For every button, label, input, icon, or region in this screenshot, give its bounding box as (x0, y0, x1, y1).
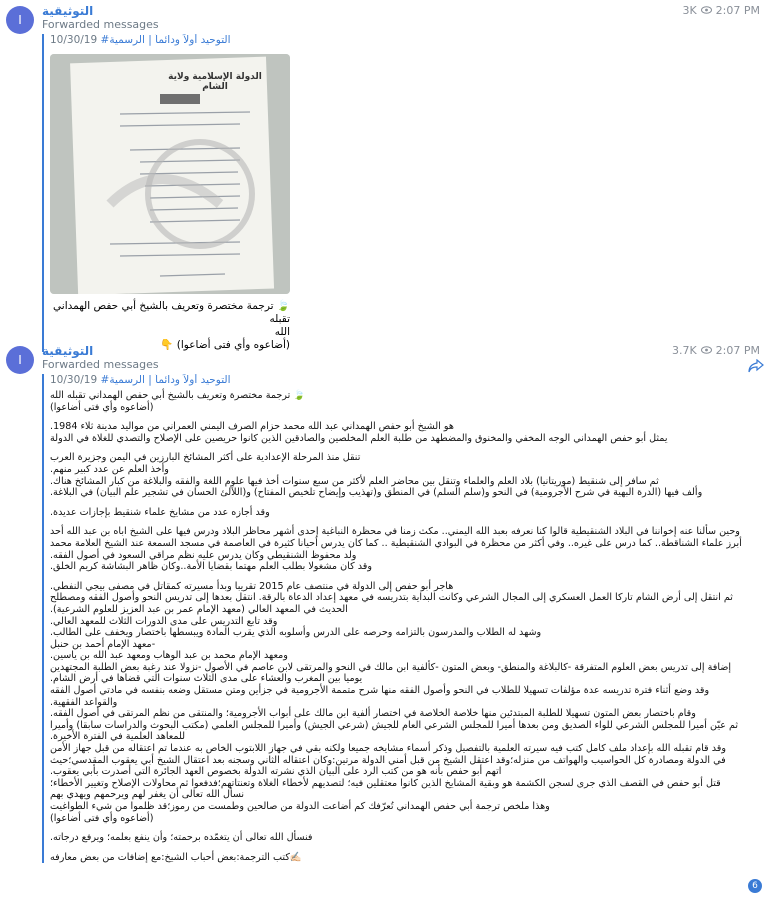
quote-date: 10/30/19 (50, 34, 98, 46)
caption-line: 🍃 ترجمة مختصرة وتعريف بالشيخ أبي حفص الهمداني تقبله (53, 300, 290, 325)
text-line: وهذا ملخص ترجمة أبي حفص الهمداني تُعرّفك كم أضاعت الدولة من صالحين وطمست من رموز؛قد ظلموا من شيء الطواغيت (50, 801, 550, 812)
text-line: تنقل منذ المرحلة الإعدادية على أكثر المشائخ البارزين في اليمن وجزيرة العرب (50, 452, 361, 464)
view-count: 3K (682, 4, 697, 17)
text-line: ولد محفوظ الشنقيطي وكان يدرس عليه نظم مراقي السعود في أصول الفقه. (50, 549, 357, 561)
paragraph-gap (50, 824, 750, 832)
message-meta (682, 4, 760, 17)
text-line: وألف فيها (الدرة البهية في شرح الأجرومية) في النحو و(سلم السلم) في المنطق و(تهذيب وإيضاح تلخيص المفتاح) و(اللآلئ الحسان في تشجير علم البيان) في البلاغة. (50, 487, 703, 499)
quote-channel[interactable]: #التوحيد أولاً ودائماً | الرسمية (100, 374, 231, 386)
unread-badge[interactable]: 6 (748, 879, 762, 893)
text-line: للمعاهد العلمية في الفترة الأخيرة. (50, 731, 186, 743)
caption-line: (أضاعوه وأي فتى أضاعوا) 👇 (160, 339, 290, 351)
text-line: (أضاعوه وأي فتى أضاعوا) (50, 401, 154, 413)
message-text (50, 390, 750, 863)
text-line: وقد قام تقبله الله بإعداد ملف كامل كتب فيه سيرته العلمية بالتفصيل وذكر أسماء مشايخه جميعا ولكنه بقي في جهاز اللابتوب الخاص به عندما تم اعتقاله من قبل جهاز الأمن (50, 743, 726, 755)
text-line: يمثل أبو حفص الهمداني الوجه المخفي والمخنوق والمضطهد من طلبة العلم المخلصين والصادقين الذين كانوا حريصين على الإصلاح والتصدي للغلاة في الدولة (50, 432, 668, 444)
text-line: أبرز علماء الشناقطة.. كما درس على غيره.. وفي أكثر من محظرة في البوادي الشنقيطية .. كما كان يدرس أحيانا كثيرة في العاصمة في مسجد السمعة عند الشيخ العلامة محمد (50, 537, 742, 549)
text-line: يوميا بين المغرب والعشاء على مدى الثلاث سنوات التي قضاها في أرض الشام. (50, 673, 363, 685)
message-time: 2:07 PM (715, 344, 760, 357)
text-line: قتل أبو حفص في القصف الذي جرى لسجن الكشمة هو وبقية المشايخ الذين كانوا معتقلين فيه؛ لتصديهم لأخطاء الغلاة وتعنتاتهم؛فدفعوا ثم محاولات الإصلاح وتغيير الأخطاء؛ (50, 777, 721, 789)
text-line: ثم سافر إلى شنقيط (موريتانيا) بلاد العلم والعلماء وتنقل بين محاضر العلم لأكثر من سبع سنوات أخذ فيها علوم اللغة والفقه والبلاغة من كبار المشائخ هناك. (50, 475, 659, 487)
text-line: هو الشيخ أبو حفص الهمداني عبد الله محمد حزام الصرف اليمني العمراني من مواليد مدينة ثلاء 1984. (50, 421, 454, 433)
document-header-text: الدولة الإسلامية ولاية الشام (168, 72, 262, 92)
quote-header[interactable] (50, 34, 748, 48)
paragraph-gap (50, 413, 750, 421)
caption-line: الله (274, 326, 290, 338)
text-line: (أضاعوه وأي فتى أضاعوا) (50, 812, 154, 824)
text-line: في الدولة ومصادرة كل الحواسيب والهواتف من منزله؛وقد اعتقل الشيخ من قبل أمني الدولة مرتين:وكان اعتقاله الثاني وسجنه بعد اعتقال الشيخ أبي يعقوب المقدسي؛حيث (50, 754, 726, 766)
text-line: ثم عيّن أميرا للمجلس الشرعي للواء الصديق ومن بعدها أميرا للمجلس الشرعي العام للجيش (شرعي الجيش) وأميرا للمجلس العلمي (مكتب البحوث والدراسات سابقا) وأميرا (50, 719, 739, 731)
text-line: فنسأل الله تعالى أن يتغمّده برحمته؛ وأن ينفع بعلمه؛ ويرفع درجاته. (50, 832, 313, 844)
message-meta (672, 344, 760, 357)
text-line: وحين سألنا عنه إخواننا في البلاد الشنقيطية قالوا كنا نعرفه بعبد الله اليمني.. مكث زمنا في محظرة النباغية إحدى أشهر محاظر البلاد ودرس فيها على الشيخ اباه بن عبد الله أحد (50, 526, 740, 538)
avatar[interactable]: I (6, 6, 34, 34)
text-line: -معهد الإمام أحمد بن حنبل (50, 638, 156, 650)
quote-channel[interactable]: #التوحيد أولاً ودائماً | الرسمية (100, 34, 231, 46)
forwarded-label: Forwarded messages (42, 358, 159, 371)
avatar[interactable]: I (6, 346, 34, 374)
paragraph-gap (50, 573, 750, 581)
share-icon[interactable] (748, 358, 764, 377)
forwarded-label: Forwarded messages (42, 18, 159, 31)
text-line: وقد تابع التدريس على مدى الدورات الثلاث للمعهد العالي. (50, 615, 278, 627)
text-line: وقد كان مشغولا بطلب العلم مهتما بقضايا الأمة..وكان ظاهر البشاشة كريم الخلق. (50, 561, 372, 573)
eye-icon (701, 4, 712, 17)
paragraph-gap (50, 844, 750, 852)
text-line: وأخذ العلم عن عدد كبير منهم. (50, 463, 169, 475)
document-photo[interactable] (50, 54, 290, 294)
text-line: إضافة إلى تدريس بعض العلوم المتفرقة -كالبلاغة والمنطق- وبعض المتون -كألفية ابن مالك في النحو والمرتقى لابن عاصم في الأصول -نزولا عند رغبة بعض الطلبة المجتهدين (50, 661, 732, 673)
text-line: ثم انتقل إلى أرض الشام تاركا العمل العسكري إلى المجال الشرعي وكانت البداية بتدريسه في معهد إعداد الدعاة بالرقة. انتقل بعدها إلى تدريس النحو وأصول الفقه ومصطلح (50, 592, 733, 604)
forwarded-quote (42, 34, 748, 352)
quote-date: 10/30/19 (50, 374, 98, 386)
text-line: وقد وضع أثناء فترة تدريسه عدة مؤلفات تسهيلا للطلاب في النحو وأصول الفقه منها شرح متممة الأجرومية في جزأين ومتن مستقل وضعه بنفسه في مادتي أصول الفقه (50, 685, 710, 697)
quote-header[interactable] (50, 374, 748, 388)
forwarded-quote (42, 374, 748, 863)
text-line: ومعهد الإمام محمد بن عبد الوهاب ومعهد عبد الله بن ياسين. (50, 650, 288, 662)
message-time: 2:07 PM (715, 4, 760, 17)
text-line: الحديث في المعهد العالي (معهد الإمام عمر بن عبد العزيز للعلوم الشرعية). (50, 603, 348, 615)
text-line: وقد أجازه عدد من مشايخ علماء شنقيط بإجازات عديدة. (50, 506, 270, 518)
text-line: 🍃 ترجمة مختصرة وتعريف بالشيخ أبي حفص الهمداني تقبله الله (50, 390, 306, 401)
text-line: هاجر أبو حفص إلى الدولة في منتصف عام 2015 تقريبا وبدأ مسيرته كمقاتل في مصفى بيجي النفطي. (50, 580, 454, 592)
eye-icon (701, 344, 712, 357)
sender-name[interactable]: التوثيقية (42, 4, 94, 18)
view-count: 3.7K (671, 344, 697, 357)
text-line: اتهم أبو حفص بأنه هو من كتب الرد على البيان الذي نشرته الدولة بخصوص العهد الجائرة التي أصدرت بأبي يعقوب. (50, 766, 502, 778)
text-line: وشهد له الطلاب والمدرسون بالتزامه وحرصه على الدرس وأسلوبه الذي يقرب المادة ويبسطها باختصار ويخفف على الطالب. (50, 627, 542, 639)
text-line: والقواعد الفقهية. (50, 696, 118, 708)
sender-name[interactable]: التوثيقية (42, 344, 94, 358)
paragraph-gap (50, 499, 750, 507)
text-line: وقام باختصار بعض المتون تسهيلا للطلبة المبتدئين منها خلاصة الخلاصة في اختصار ألفية ابن مالك على أبواب الأجرومية؛ والمنتقى من نظم المرتقى في أصول الفقه. (50, 708, 696, 720)
text-line: نسأل الله تعالى أن يغفر لهم ويرحمهم ويهدي بهم (50, 789, 245, 801)
text-line: ✍🏻كتب الترجمة:بعض أحباب الشيخ:مع إضافات من بعض معارفه (50, 851, 302, 863)
